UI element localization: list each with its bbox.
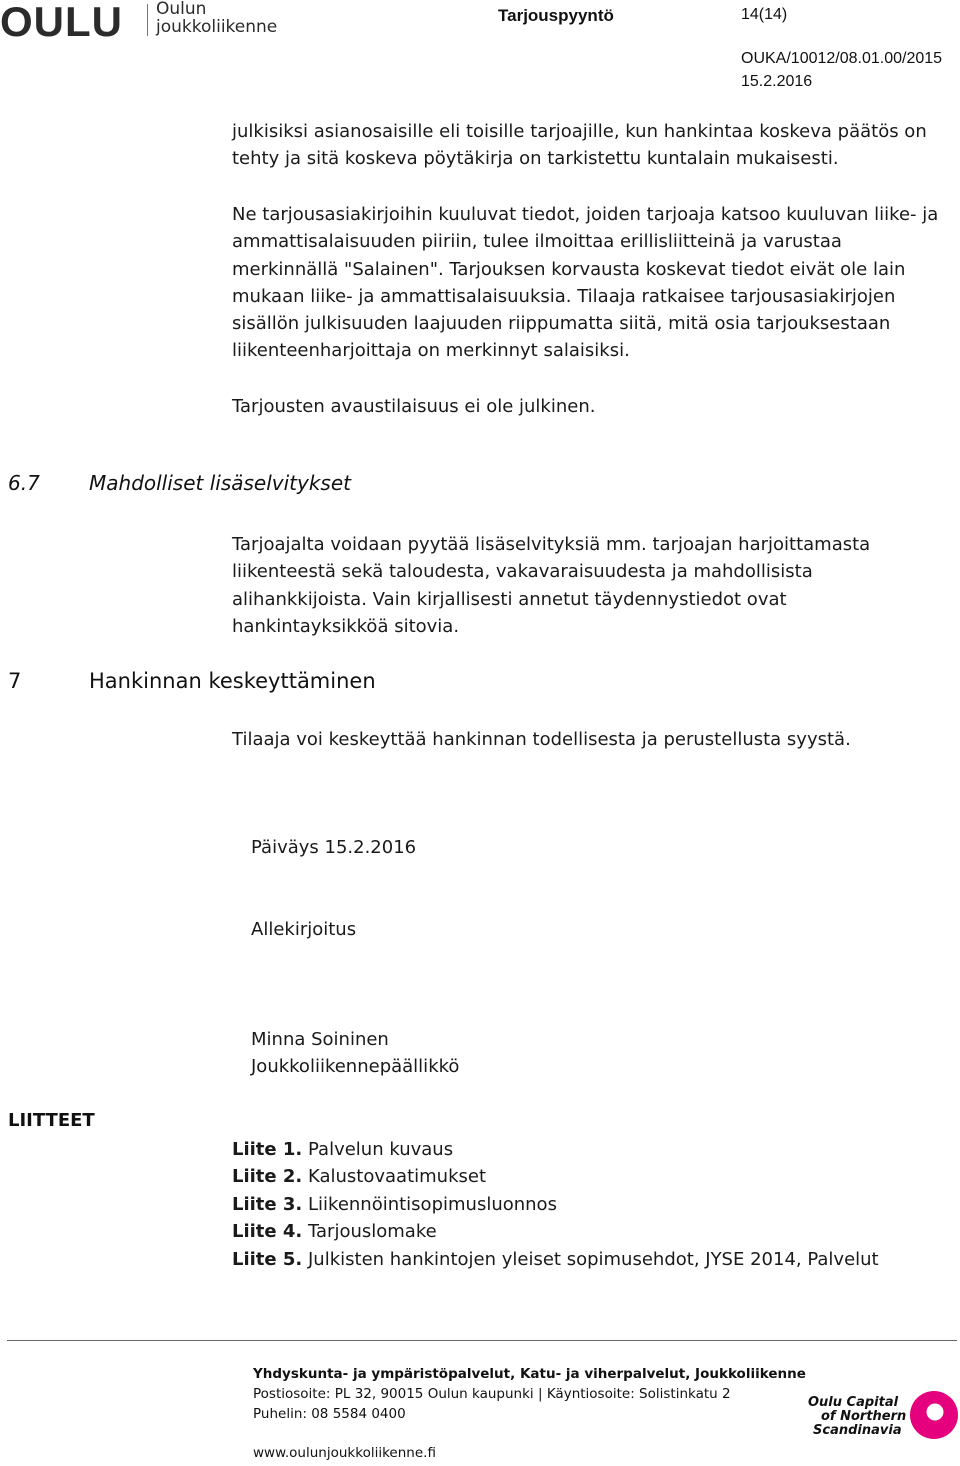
signature-date: Päiväys 15.2.2016 (251, 837, 417, 858)
oulu-logo: OULU (0, 0, 123, 45)
paragraph-text: julkisiksi asianosaisille eli toisille tarjoajille, kun hankintaa koskeva päätös on tehty ja sitä koskeva pöytäkirja on tarkistettu kuntalain mukaisesti. (232, 121, 927, 170)
section-title: Mahdolliset lisäselvitykset (89, 471, 352, 495)
attachment-item (232, 1136, 879, 1163)
paragraph-confidential (232, 201, 947, 365)
paragraph-publicity (232, 118, 947, 173)
footer-phone: Puhelin: 08 5584 0400 (253, 1406, 406, 1422)
attachment-label: Liite 3. (232, 1193, 303, 1215)
section-heading-6-7 (8, 471, 351, 495)
attachment-title: Liikennöintisopimusluonnos (308, 1193, 557, 1215)
footer-organization: Yhdyskunta- ja ympäristöpalvelut, Katu- ja viherpalvelut, Joukkoliikenne (253, 1366, 806, 1382)
document-title: Tarjouspyyntö (498, 6, 614, 25)
attachments-list (232, 1136, 879, 1273)
attachment-item (232, 1246, 879, 1273)
attachment-label: Liite 1. (232, 1139, 303, 1160)
attachment-item (232, 1163, 879, 1190)
signer-name: Minna Soininen (251, 1029, 389, 1050)
paragraph-cancellation (232, 726, 947, 753)
document-date: 15.2.2016 (741, 73, 813, 90)
footer-divider (7, 1340, 957, 1341)
attachment-title: Palvelun kuvaus (308, 1139, 454, 1160)
section-number: 7 (8, 669, 22, 693)
ring-logo-icon (909, 1390, 959, 1440)
capital-line3: Scandinavia (813, 1423, 902, 1438)
logo-subtitle (156, 0, 277, 36)
capital-line1: Oulu Capital (808, 1395, 899, 1410)
attachment-item (232, 1191, 879, 1218)
paragraph-clarifications (232, 531, 947, 640)
section-number: 6.7 (8, 471, 40, 495)
attachment-label: Liite 4. (232, 1221, 303, 1243)
paragraph-text: Tilaaja voi keskeyttää hankinnan todellisesta ja perustellusta syystä. (232, 729, 851, 750)
logo-subtitle-line2: joukkoliikenne (156, 17, 278, 37)
footer-website: www.oulunjoukkoliikenne.fi (253, 1445, 436, 1461)
page-number: 14(14) (741, 6, 788, 23)
attachment-item (232, 1218, 879, 1245)
capital-of-scandinavia-logo (808, 1396, 906, 1438)
logo-divider (147, 4, 148, 36)
paragraph-text: Ne tarjousasiakirjoihin kuuluvat tiedot, joiden tarjoaja katsoo kuuluvan liike- ja ammattisalaisuuden piiriin, tulee ilmoittaa erillisliitteinä ja varustaa merkinnällä "Salainen". Tarjouksen korvausta koskevat tiedot eivät ole lain mukaan liike- ja ammattisalaisuuksia. Tilaaja ratkaisee tarjousasiakirjojen sisällön julkisuuden laajuuden riippumatta siitä, mitä osia tarjouksestaan liikenteenharjoittaja on merkinnyt salaisiksi. (232, 204, 939, 362)
paragraph-text: Tarjousten avaustilaisuus ei ole julkinen. (232, 396, 596, 417)
attachment-label: Liite 2. (232, 1166, 303, 1188)
logo-subtitle-line1: Oulun (156, 0, 207, 19)
section-heading-7 (8, 669, 376, 693)
attachment-title: Kalustovaatimukset (308, 1166, 487, 1188)
paragraph-opening (232, 393, 947, 420)
paragraph-text: Tarjoajalta voidaan pyytää lisäselvityksiä mm. tarjoajan harjoittamasta liikenteestä sekä taloudesta, vakavaraisuudesta ja mahdollisista alihankkijoista. Vain kirjallisesti annetut täydennystiedot ovat hankintayksikköä sitovia. (232, 534, 871, 637)
reference-number: OUKA/10012/08.01.00/2015 (741, 50, 943, 67)
section-title: Hankinnan keskeyttäminen (89, 669, 376, 693)
attachment-title: Julkisten hankintojen yleiset sopimusehdot, JYSE 2014, Palvelut (308, 1248, 879, 1270)
footer-address: Postiosoite: PL 32, 90015 Oulun kaupunki | Käyntiosoite: Solistinkatu 2 (253, 1386, 731, 1402)
attachment-title: Tarjouslomake (308, 1221, 437, 1243)
signer-role: Joukkoliikennepäällikkö (251, 1056, 460, 1077)
capital-line2: of Northern (821, 1409, 907, 1424)
attachment-label: Liite 5. (232, 1248, 303, 1270)
attachments-heading: LIITTEET (8, 1110, 95, 1131)
signature-label: Allekirjoitus (251, 919, 357, 940)
